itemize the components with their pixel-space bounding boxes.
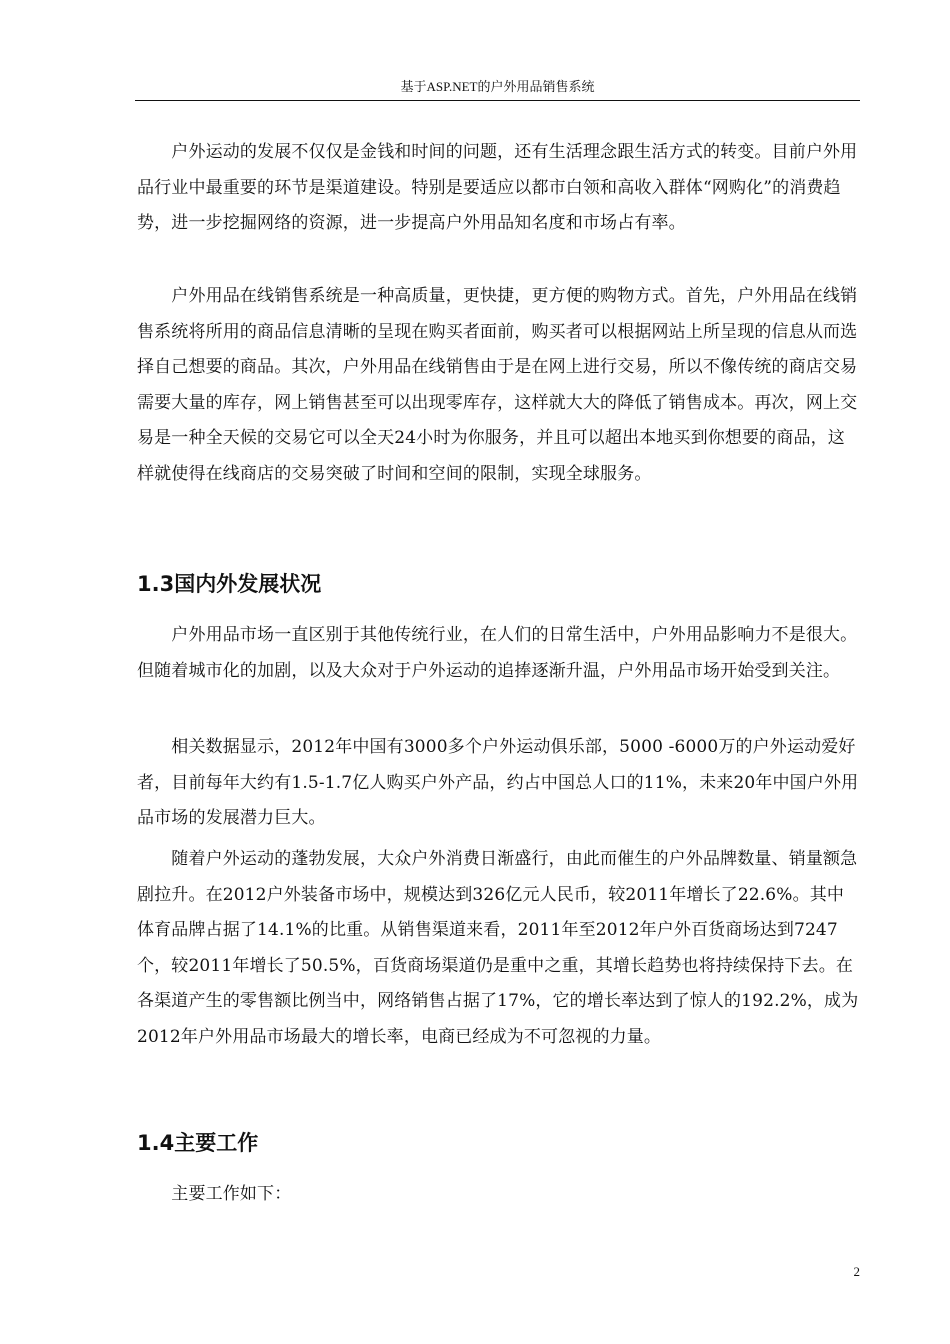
paragraph-outdoor-development: 户外运动的发展不仅仅是金钱和时间的问题，还有生活理念跟生活方式的转变。目前户外用品行业中最重要的环节是渠道建设。特别是要适应以都市白领和高收入群体“网购化”的消费趋势，进一步挖掘网络的资源，进一步提高户外用品知名度和市场占有率。	[137, 142, 858, 233]
paragraph-market-overview: 户外用品市场一直区别于其他传统行业，在人们的日常生活中，户外用品影响力不是很大。但随着城市化的加剧，以及大众对于户外运动的追捧逐渐升温，户外用品市场开始受到关注。	[137, 625, 858, 681]
paragraph-market-data: 相关数据显示，2012年中国有3000多个户外运动俱乐部，5000 -6000万的户外运动爱好者，目前每年大约有1.5-1.7亿人购买户外产品，约占中国总人口的11%，未来20年中国户外用品市场的发展潜力巨大。	[137, 737, 859, 828]
paragraph-market-growth: 随着户外运动的蓬勃发展，大众户外消费日渐盛行，由此而催生的户外品牌数量、销量额急剧拉升。在2012户外装备市场中，规模达到326亿元人民币，较2011年增长了22.6%。其中体育品牌占据了14.1%的比重。从销售渠道来看，2011年至2012年户外百货商场达到7247个，较2011年增长了50.5%，百货商场渠道仍是重中之重，其增长趋势也将持续保持下去。在各渠道产生的零售额比例当中，网络销售占据了17%，它的增长率达到了惊人的192.2%，成为2012年户外用品市场最大的增长率，电商已经成为不可忽视的力量。	[137, 849, 859, 1047]
section-heading-1-4: 1.4主要工作	[137, 1131, 259, 1155]
page-number: 2	[853, 1264, 860, 1279]
header-rule	[135, 100, 860, 101]
paragraph-online-sales-system: 户外用品在线销售系统是一种高质量，更快捷，更方便的购物方式。首先，户外用品在线销售系统将所用的商品信息清晰的呈现在购买者面前，购买者可以根据网站上所呈现的信息从而选择自己想要的商品。其次，户外用品在线销售由于是在网上进行交易，所以不像传统的商店交易需要大量的库存，网上销售甚至可以出现零库存，这样就大大的降低了销售成本。再次，网上交易是一种全天候的交易它可以全天24小时为你服务，并且可以超出本地买到你想要的商品，这样就使得在线商店的交易突破了时间和空间的限制，实现全球服务。	[137, 286, 858, 484]
running-header: 基于ASP.NET的户外用品销售系统	[400, 79, 595, 94]
paragraph-main-work-intro: 主要工作如下：	[137, 1184, 292, 1204]
section-heading-1-3: 1.3国内外发展状况	[137, 572, 322, 596]
